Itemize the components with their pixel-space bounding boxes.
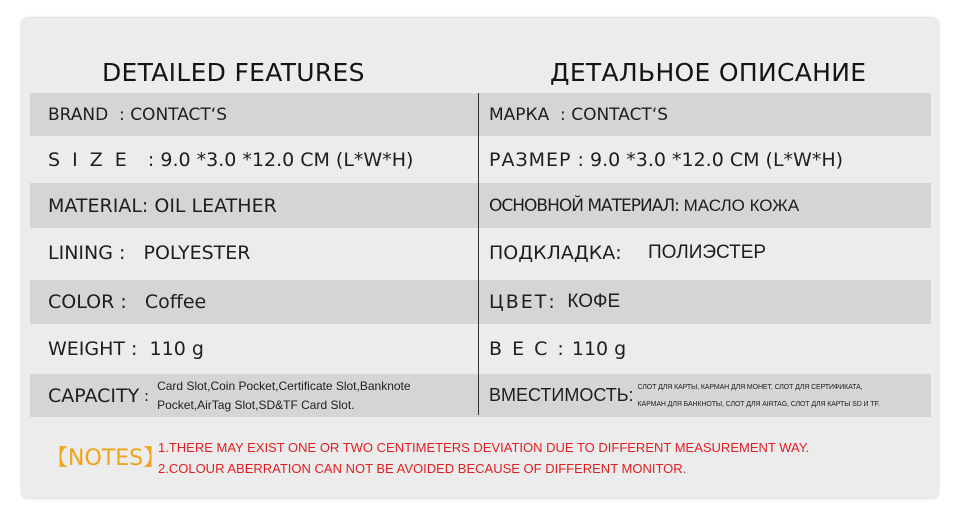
lining-label-ru: ПОДКЛАДКА: xyxy=(489,242,622,264)
note-line: 1.THERE MAY EXIST ONE OR TWO CENTIMETERS DEVIATION DUE TO DIFFERENT MEASUREMENT WAY. xyxy=(158,440,810,455)
capacity-label: CAPACITY xyxy=(48,384,140,407)
color-english xyxy=(48,280,478,324)
weight-value: 110 g xyxy=(149,338,204,360)
capacity-value-ru-line: КАРМАН ДЛЯ БАНКНОТЫ, СЛОТ ДЛЯ AIRTAG, СЛОТ ДЛЯ КАРТЫ SD И TF. xyxy=(637,400,880,408)
spec-row-color xyxy=(30,280,931,324)
weight-separator xyxy=(137,338,149,360)
size-english xyxy=(48,136,478,183)
color-value-ru: КОФЕ xyxy=(567,291,621,312)
brand-label: BRAND xyxy=(48,104,109,125)
size-value-ru: 9.0 *3.0 *12.0 CM (L*W*H) xyxy=(589,148,844,171)
weight-value-ru: 110 g xyxy=(571,338,627,360)
brand-english xyxy=(48,93,478,136)
capacity-russian xyxy=(489,374,929,417)
color-separator xyxy=(127,291,145,313)
spec-row-material xyxy=(30,183,931,228)
size-russian xyxy=(489,136,929,183)
lining-english xyxy=(48,228,478,278)
material-label: MATERIAL: xyxy=(48,194,149,217)
capacity-value-ru xyxy=(638,379,880,413)
note-line: 2.COLOUR ABERRATION CAN NOT BE AVOIDED BECAUSE OF DIFFERENT MONITOR. xyxy=(158,461,687,476)
capacity-value-line: Pocket,AirTag Slot,SD&TF Card Slot. xyxy=(157,397,355,412)
weight-label-ru: В Е С : xyxy=(489,338,566,360)
brand-separator-ru: : xyxy=(549,104,572,125)
material-russian xyxy=(489,183,929,228)
spec-row-brand xyxy=(30,93,931,136)
color-label-ru: ЦВЕТ: xyxy=(489,291,557,313)
lining-separator-ru xyxy=(622,242,648,264)
material-label-ru: ОСНОВНОЙ МАТЕРИАЛ: xyxy=(489,195,679,216)
size-separator-ru: : xyxy=(571,148,590,171)
notes-text xyxy=(158,437,809,479)
capacity-english xyxy=(48,374,478,417)
material-english xyxy=(48,183,478,228)
color-separator-ru xyxy=(557,291,568,313)
lining-russian xyxy=(489,228,929,278)
brand-russian xyxy=(489,93,929,136)
capacity-value-line: Card Slot,Coin Pocket,Certificate Slot,Banknote xyxy=(157,378,411,393)
lining-value: POLYESTER xyxy=(143,242,251,264)
lining-separator xyxy=(125,242,143,264)
lining-label: LINING : xyxy=(48,242,126,264)
title-russian: ДЕТАЛЬНОЕ ОПИСАНИЕ xyxy=(550,58,867,87)
capacity-value-ru-line: СЛОТ ДЛЯ КАРТЫ, КАРМАН ДЛЯ МОНЕТ, СЛОТ ДЛЯ СЕРТИФИКАТА, xyxy=(637,383,863,391)
title-english: DETAILED FEATURES xyxy=(102,58,365,87)
material-value-ru: МАСЛО КОЖА xyxy=(683,195,800,215)
brand-label-ru: МАРКА xyxy=(489,104,550,125)
brand-value-ru: CONTACT‘S xyxy=(571,104,669,125)
material-value: OIL LEATHER xyxy=(154,194,277,217)
column-divider xyxy=(478,93,479,415)
spec-row-size xyxy=(30,136,931,183)
size-value: 9.0 *3.0 *12.0 CM (L*W*H) xyxy=(160,148,414,171)
color-label: COLOR : xyxy=(48,291,127,313)
color-value: Coffee xyxy=(144,291,207,313)
weight-english xyxy=(48,324,478,374)
brand-value: CONTACT‘S xyxy=(130,104,227,125)
spec-row-weight xyxy=(30,324,931,374)
weight-russian xyxy=(489,324,929,374)
weight-label: WEIGHT : xyxy=(48,338,138,360)
brand-separator: : xyxy=(108,104,131,125)
spec-card xyxy=(22,18,938,498)
spec-row-lining xyxy=(30,228,931,278)
notes-tag: 【NOTES】 xyxy=(46,446,166,471)
size-label: S I Z E xyxy=(48,148,130,171)
capacity-separator: : xyxy=(139,386,150,405)
capacity-label-ru: ВМЕСТИМОСТЬ: xyxy=(489,385,634,405)
lining-value-ru: ПОЛИЭСТЕР xyxy=(648,242,767,263)
color-russian xyxy=(489,280,929,324)
spec-row-capacity xyxy=(30,374,931,417)
capacity-value xyxy=(157,377,410,415)
size-separator: : xyxy=(129,148,161,171)
size-label-ru: РАЗМЕР xyxy=(489,148,572,171)
